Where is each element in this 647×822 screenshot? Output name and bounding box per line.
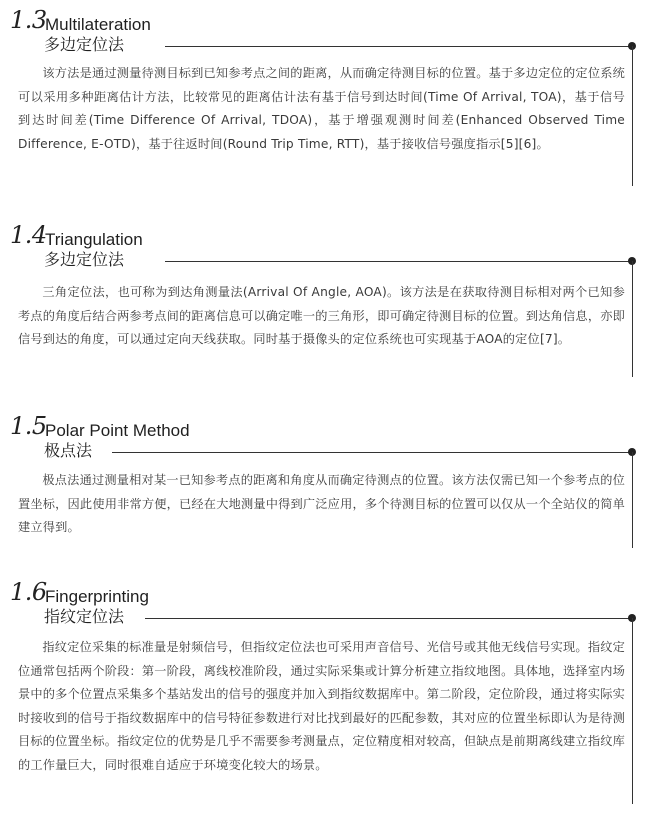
section-number: 1.5	[10, 412, 47, 440]
section-body: 三角定位法，也可称为到达角测量法(Arrival Of Angle, AOA)。该方法是在获取待测目标相对两个已知参考点的角度后结合两参考点间的距离信息可以确定唯一的三角形，即可确定待测目标的位置。到达角信息，亦即信号到达的角度，可以通过定向天线获取。同时基于摄像头的定位系统也可实现基于AOA的定位[7]。	[18, 285, 625, 347]
heading-rule	[165, 46, 632, 47]
section-body: 该方法是通过测量待测目标到已知参考点之间的距离，从而确定待测目标的位置。基于多边定位的定位系统可以采用多种距离估计方法，比较常见的距离估计法有基于信号到达时间(Time Of Arrival, TOA)，基于信号到达时间差(Time Difference Of Arrival, TDOA)，基于增强观测时间差(Enhanced Observed Time Difference, E-OTD)，基于往返时间(Round Trip Time, RTT)，基于接收信号强度指示[5][6]。	[18, 66, 625, 151]
vertical-rule	[632, 618, 633, 804]
vertical-rule	[632, 452, 633, 548]
section-title-zh: 指纹定位法	[44, 607, 125, 626]
section-title-en: Polar Point Method	[45, 421, 190, 440]
heading-rule	[112, 452, 632, 453]
section-number: 1.3	[10, 6, 47, 34]
heading-rule	[145, 618, 632, 619]
section-title-en: Triangulation	[45, 230, 143, 249]
section-title-zh: 多边定位法	[44, 250, 125, 269]
section-title-zh: 极点法	[44, 441, 93, 460]
section-title-en: Multilateration	[45, 15, 151, 34]
heading-rule	[165, 261, 632, 262]
section-body: 极点法通过测量相对某一已知参考点的距离和角度从而确定待测点的位置。该方法仅需已知一个参考点的位置坐标，因此使用非常方便，已经在大地测量中得到广泛应用，多个待测目标的位置可以仅从一个全站仪的简单建立得到。	[18, 473, 625, 535]
section-number: 1.4	[10, 221, 47, 249]
vertical-rule	[632, 261, 633, 377]
section-title-zh: 多边定位法	[44, 35, 125, 54]
section-body: 指纹定位采集的标准量是射频信号，但指纹定位法也可采用声音信号、光信号或其他无线信号实现。指纹定位通常包括两个阶段：第一阶段，离线校准阶段，通过实际采集或计算分析建立指纹地图。具体地，选择室内场景中的多个位置点采集多个基站发出的信号的强度并加入到指纹数据库中。第二阶段，定位阶段，通过将实际实时接收到的信号于指纹数据库中的信号特征参数进行对比找到最好的匹配参数，其对应的位置坐标即认为是待测目标的位置坐标。指纹定位的优势是几乎不需要参考测量点，定位精度相对较高，但缺点是前期离线建立指纹库的工作量巨大，同时很难自适应于环境变化较大的场景。	[18, 640, 625, 772]
vertical-rule	[632, 46, 633, 186]
section-number: 1.6	[10, 578, 47, 606]
section-title-en: Fingerprinting	[45, 587, 149, 606]
